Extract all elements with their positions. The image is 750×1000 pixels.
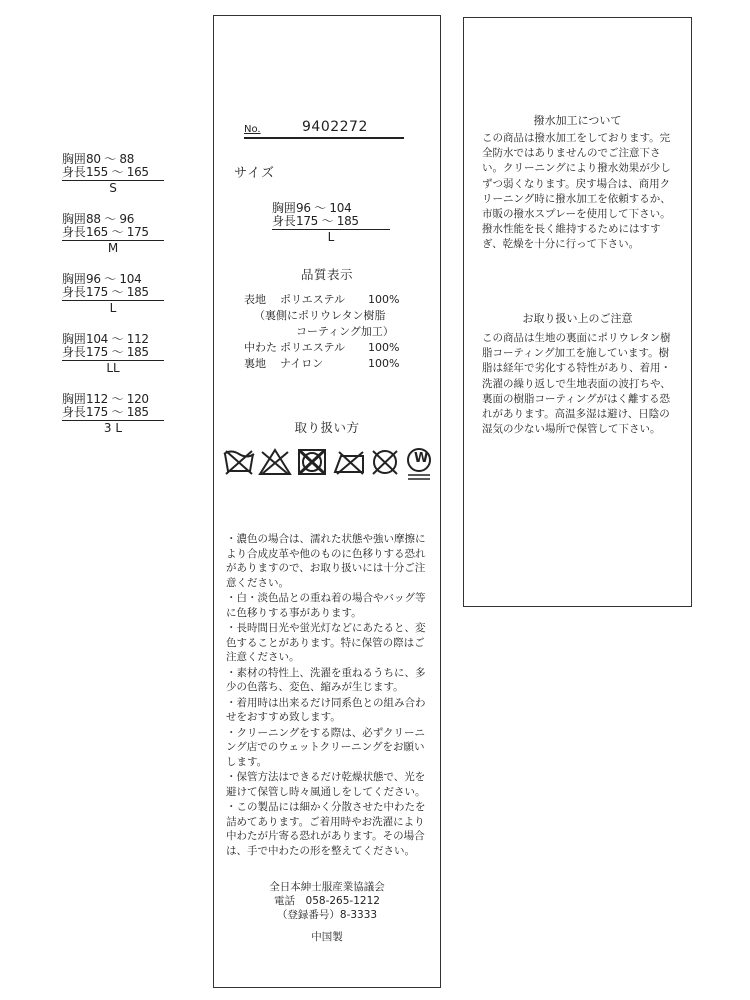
size-name: 3 L bbox=[103, 421, 123, 435]
chest-range: 88 ～ 96 bbox=[86, 212, 135, 226]
size-name: L bbox=[327, 230, 335, 244]
no-bleach-icon bbox=[260, 450, 290, 474]
no-iron-icon bbox=[335, 452, 363, 474]
size-chart-entry bbox=[62, 213, 172, 273]
no-wash-icon bbox=[224, 451, 254, 474]
wet-clean-letter: W bbox=[414, 451, 429, 466]
no-dry-clean-icon bbox=[373, 451, 397, 474]
size-name: LL bbox=[106, 361, 120, 375]
height-range: 175 ～ 185 bbox=[86, 285, 149, 299]
association-name: 全日本紳士服産業協議会 bbox=[269, 881, 385, 893]
height-label: 身長 bbox=[62, 345, 86, 359]
handling-text: この商品は生地の裏面にポリウレタン樹脂コーティング加工を施しています。樹脂は経年で劣化する特性があり、着用・洗濯の繰り返しで生地表面の波打ちや、裏面の樹脂コーティングがはく離する恐れがあります。高温多湿は避け、日陰の湿気の少ない場所で保管して下さい。 bbox=[482, 332, 671, 436]
quality-note: （裏側にポリウレタン樹脂 bbox=[254, 309, 386, 322]
chest-label: 胸囲 bbox=[62, 332, 86, 346]
chest-range: 96 ～ 104 bbox=[86, 272, 142, 286]
height-label: 身長 bbox=[272, 214, 296, 228]
handling-title: お取り扱い上のご注意 bbox=[522, 312, 633, 325]
quality-percent: 100% bbox=[368, 293, 400, 306]
chest-range: 104 ～ 112 bbox=[86, 332, 149, 346]
size-title: サイズ bbox=[234, 166, 275, 181]
size-chart-entry bbox=[62, 153, 172, 213]
quality-material: ナイロン bbox=[280, 357, 324, 370]
chest-label: 胸囲 bbox=[62, 212, 86, 226]
height-label: 身長 bbox=[62, 225, 86, 239]
quality-row bbox=[244, 292, 424, 308]
size-chart-entry bbox=[62, 273, 172, 333]
care-note: ・素材の特性上、洗濯を重ねるうちに、多少の色落ち、変色、縮みが生じます。 bbox=[226, 666, 426, 693]
height-label: 身長 bbox=[62, 405, 86, 419]
phone-number: 電話 058-265-1212 bbox=[274, 895, 380, 907]
size-name: S bbox=[109, 181, 117, 195]
quality-material: ポリエステル bbox=[280, 293, 346, 306]
care-note: ・濃色の場合は、濡れた状態や強い摩擦により合成皮革や他のものに色移りする恐れがありますので、お取り扱いには十分ご注意ください。 bbox=[226, 533, 426, 589]
label-footer bbox=[214, 880, 440, 944]
quality-percent: 100% bbox=[368, 357, 400, 370]
quality-table bbox=[244, 292, 424, 372]
chest-range: 80 ～ 88 bbox=[86, 152, 135, 166]
size-chart-entry bbox=[62, 393, 172, 453]
no-tumble-dry-icon bbox=[299, 450, 325, 474]
product-number: 9402272 bbox=[302, 119, 368, 135]
chest-label: 胸囲 bbox=[62, 272, 86, 286]
quality-title: 品質表示 bbox=[300, 267, 353, 282]
height-label: 身長 bbox=[62, 285, 86, 299]
chest-label: 胸囲 bbox=[62, 392, 86, 406]
care-note: ・この製品には細かく分散させた中わたを詰めてあります。ご着用時やお洗濯により中わたが片寄る恐れがあります。その場合は、手で中わたの形を整えてください。 bbox=[226, 801, 426, 857]
quality-label: 裏地 bbox=[244, 357, 266, 370]
water-repellent-text: この商品は撥水加工をしております。完全防水ではありませんのでご注意下さい。クリーニングにより撥水効果が少しずつ弱くなります。戻す場合は、商用クリーニング時に撥水加工を依頼するか、市販の撥水スプレーを使用して下さい。撥水性能を長く維持するためにはすすぎ、乾燥を十分に行って下さい。 bbox=[482, 132, 671, 251]
care-symbols bbox=[222, 444, 434, 484]
height-label: 身長 bbox=[62, 165, 86, 179]
registration-number: （登録番号）8-3333 bbox=[276, 909, 378, 921]
care-note: ・白・淡色品との重ね着の場合やバッグ等に色移りする事があります。 bbox=[226, 592, 426, 619]
product-number-line bbox=[244, 119, 404, 139]
chest-label: 胸囲 bbox=[272, 201, 296, 215]
height-range: 175 ～ 185 bbox=[296, 214, 359, 228]
height-range: 175 ～ 185 bbox=[86, 345, 149, 359]
care-note: ・クリーニングをする際は、必ずクリーニング店でのウェットクリーニングをお願いします。 bbox=[226, 726, 425, 768]
quality-note: コーティング加工） bbox=[296, 325, 394, 338]
size-chart-entry bbox=[62, 333, 172, 393]
size-name: M bbox=[107, 241, 119, 255]
chest-range: 96 ～ 104 bbox=[296, 201, 352, 215]
chest-range: 112 ～ 120 bbox=[86, 392, 149, 406]
height-range: 165 ～ 175 bbox=[86, 225, 149, 239]
quality-material: ポリエステル bbox=[280, 341, 346, 354]
quality-percent: 100% bbox=[368, 341, 400, 354]
care-title: 取り扱い方 bbox=[294, 420, 360, 435]
care-note: ・着用時は出来るだけ同系色との組み合わせをおすすめ致します。 bbox=[226, 696, 426, 723]
water-repellent-title: 撥水加工について bbox=[533, 114, 622, 127]
size-name: L bbox=[109, 301, 117, 315]
quality-label: 表地 bbox=[244, 293, 266, 306]
height-range: 175 ～ 185 bbox=[86, 405, 149, 419]
size-chart bbox=[62, 153, 172, 453]
care-note: ・長時間日光や蛍光灯などにあたると、変色することがあります。特に保管の際はご注意ください。 bbox=[226, 622, 426, 663]
quality-row bbox=[244, 356, 424, 372]
care-note: ・保管方法はできるだけ乾燥状態で、光を避けて保管し時々風通しをしてください。 bbox=[226, 771, 426, 798]
quality-row bbox=[244, 340, 424, 356]
care-label-side bbox=[463, 17, 692, 607]
quality-label: 中わた bbox=[244, 341, 277, 354]
care-label-main bbox=[213, 15, 441, 988]
chest-label: 胸囲 bbox=[62, 152, 86, 166]
country-of-origin: 中国製 bbox=[311, 931, 343, 943]
height-range: 155 ～ 165 bbox=[86, 165, 149, 179]
no-label: No. bbox=[244, 124, 261, 135]
selected-size bbox=[272, 202, 382, 245]
care-notes bbox=[226, 532, 432, 859]
